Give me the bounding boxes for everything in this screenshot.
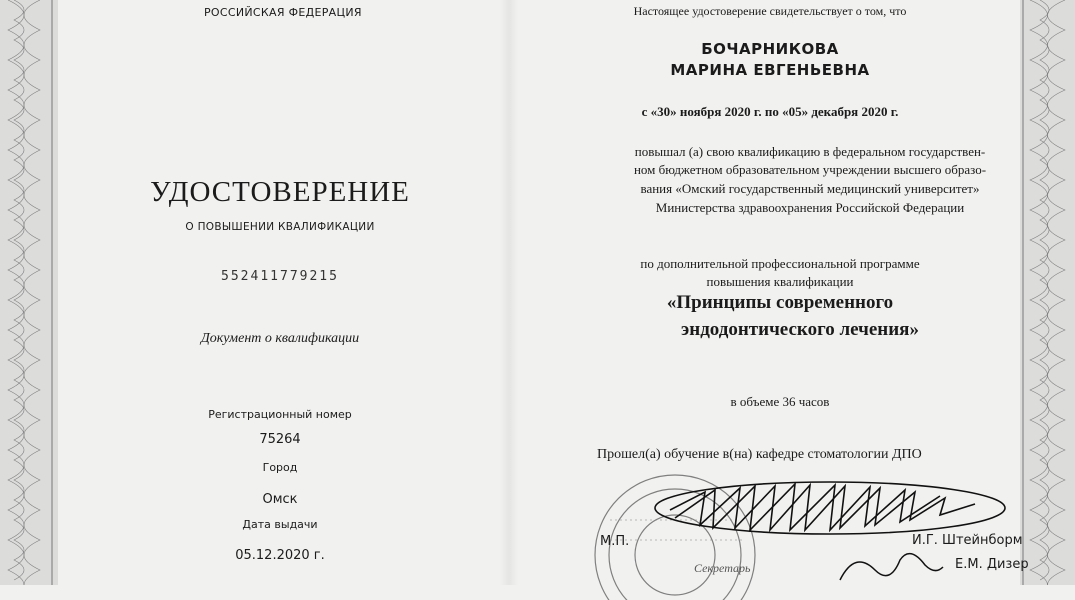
- program-title-line-1: «Принципы современного: [666, 292, 894, 313]
- program-line-1: по дополнительной профессиональной программе: [640, 256, 920, 271]
- city-label: Город: [262, 461, 298, 474]
- issue-date: 05.12.2020 г.: [235, 548, 325, 563]
- document-title: УДОСТОВЕРЕНИЕ: [150, 176, 410, 208]
- document-subtitle: О ПОВЫШЕНИИ КВАЛИФИКАЦИИ: [185, 221, 375, 233]
- institution-line-1: повышал (а) свою квалификацию в федеральном государствен-: [634, 144, 986, 159]
- country-label: РОССИЙСКАЯ ФЕДЕРАЦИЯ: [204, 6, 362, 19]
- registration-label: Регистрационный номер: [208, 408, 352, 421]
- signer-2: Е.М. Дизер: [955, 557, 1029, 572]
- training-period: с «30» ноября 2020 г. по «05» декабря 2020 г.: [641, 104, 899, 119]
- city-value: Омск: [262, 492, 298, 507]
- program-title-line-2: эндодонтического лечения»: [681, 319, 919, 340]
- intro-text: Настоящее удостоверение свидетельствует о том, что: [633, 4, 907, 18]
- signer-1: И.Г. Штейнборм: [912, 533, 1023, 548]
- issue-date-label: Дата выдачи: [242, 518, 318, 531]
- document-type: Документ о квалификации: [200, 331, 360, 346]
- given-names: МАРИНА ЕВГЕНЬЕВНА: [670, 61, 870, 79]
- institution-line-3: вания «Омский государственный медицинский университет»: [640, 181, 980, 196]
- secretary-label: Секретарь: [694, 561, 751, 575]
- hours-volume: в объеме 36 часов: [730, 394, 830, 409]
- serial-number: 552411779215: [221, 269, 339, 284]
- program-line-2: повышения квалификации: [706, 274, 854, 289]
- guilloche-border-left: [0, 0, 58, 585]
- registration-number: 75264: [259, 432, 301, 447]
- seal-label: М.П.: [600, 534, 630, 549]
- department-text: Прошел(а) обучение в(на) кафедре стоматологии ДПО: [597, 447, 922, 462]
- guilloche-border-right: [1020, 0, 1075, 585]
- surname: БОЧАРНИКОВА: [701, 40, 839, 58]
- institution-line-4: Министерства здравоохранения Российской Федерации: [655, 200, 965, 215]
- institution-line-2: ном бюджетном образовательном учреждении высшего образо-: [633, 162, 987, 177]
- secretary-signature: [835, 545, 945, 585]
- page-fold: [500, 0, 518, 585]
